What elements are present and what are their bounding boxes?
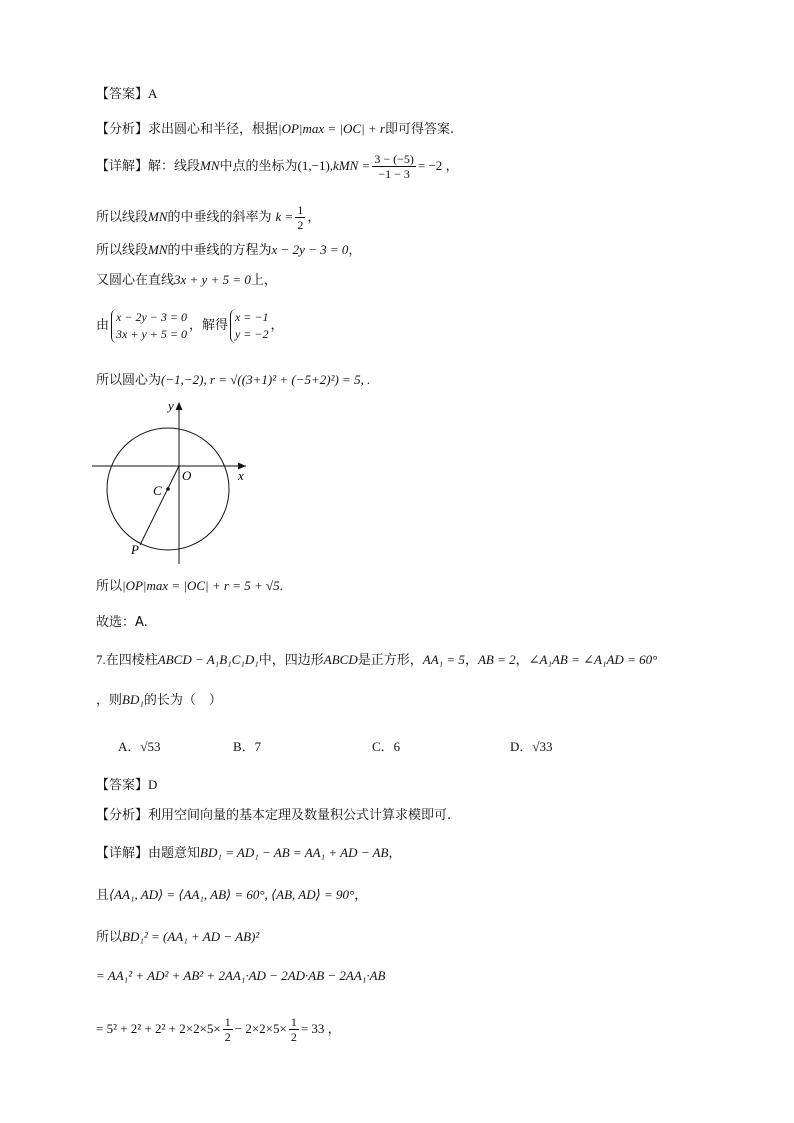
analysis-line-2 (96, 806, 451, 826)
option-value: √53 (140, 739, 161, 754)
condition-angles: ∠A₁AB = ∠A₁AD = 60° (528, 652, 658, 667)
system-row: y = −2 (234, 326, 269, 341)
answer-line-1 (96, 84, 157, 105)
analysis-text: 利用空间向量的基本定理及数量积公式计算求模即可. (148, 808, 452, 823)
detail-text: 的中垂线的斜率为 (167, 210, 272, 225)
detail-text: 中点的坐标为 (219, 159, 298, 174)
punct: . (279, 578, 283, 593)
punct: 上， (250, 273, 277, 288)
option-label: B． (233, 739, 255, 754)
detail-tag: 【详解】 (96, 159, 149, 174)
expanded-expression: = AA₁² + AD² + AB² + 2AA₁·AD − 2AD·AB − 2AA₁·AB (96, 968, 386, 983)
detail-text: 由题意知 (148, 846, 201, 861)
vector-angles: ⟨AA₁, AD⟩ = ⟨AA₁, AB⟩ = 60°, ⟨AB, AD⟩ = 90° (109, 887, 355, 902)
segment-name: MN (200, 158, 220, 173)
point-p-label: P (131, 542, 139, 557)
detail-line-5 (96, 306, 284, 346)
fraction-denominator: 2 (290, 1030, 297, 1044)
y-axis-arrow (176, 402, 183, 410)
question-7-line-2 (96, 690, 222, 711)
answer-line-2 (96, 775, 157, 796)
system-row: 3x + y + 5 = 0 (116, 326, 187, 341)
detail-text: 且 (96, 888, 110, 903)
center-label: C (153, 483, 162, 498)
detail-text: 又圆心在直线 (96, 273, 175, 288)
detail-line-6 (96, 370, 370, 391)
detail2-line-1 (96, 843, 401, 864)
detail-text: 由 (96, 318, 110, 333)
detail2-line-5 (96, 1012, 341, 1047)
detail-line-2 (96, 203, 320, 232)
punct: ， (354, 888, 368, 903)
slope-value: = −2 ， (417, 158, 459, 173)
detail-line-3 (96, 240, 361, 261)
detail-line-8 (96, 613, 148, 633)
detail2-line-3 (96, 927, 259, 948)
y-label: y (168, 398, 174, 413)
max-distance-formula: |OP|max = |OC| + r = 5 + √5 (122, 578, 280, 593)
center-point (166, 487, 170, 491)
question-text: 在四棱柱 (105, 653, 158, 668)
system-row: x − 2y − 3 = 0 (116, 309, 187, 324)
choice-conclusion: 故选：A. (96, 615, 148, 630)
bisector-equation: x − 2y − 3 = 0 (271, 242, 349, 257)
center-radius-formula: (−1,−2), r = √((3+1)² + (−5+2)²) = 5, . (161, 372, 371, 387)
fraction-denominator: 2 (224, 1030, 231, 1044)
option-b (233, 736, 261, 755)
segment-name: MN (148, 209, 168, 224)
detail-text: 所以线段 (96, 243, 149, 258)
fraction-numerator: 1 (224, 1015, 231, 1029)
analysis-line-1 (96, 119, 454, 140)
detail-text: 所以圆心为 (96, 373, 162, 388)
answer-tag: 【答案】 (96, 778, 149, 793)
punct: ， (270, 318, 284, 333)
analysis-text-end: 即可得答案. (384, 122, 455, 137)
equation-system-2 (230, 309, 269, 343)
analysis-tag: 【分析】 (96, 808, 149, 823)
circle-figure (92, 398, 252, 568)
detail-text: 所以 (96, 579, 123, 594)
detail-text: 所以 (96, 930, 123, 945)
numeric-expression: = 5² + 2² + 2² + 2×2×5× (96, 1021, 221, 1036)
segment-name: MN (148, 242, 168, 257)
result: = 33 ， (300, 1021, 341, 1036)
square-name: ABCD (323, 652, 358, 667)
answer-value: A (148, 86, 158, 101)
option-value: 7 (254, 739, 262, 754)
option-value: √33 (532, 739, 553, 754)
detail-line-4 (96, 270, 277, 291)
question-text: 中，四边形 (258, 653, 324, 668)
punct: ， (464, 653, 478, 668)
midpoint: (1,−1) (297, 158, 330, 173)
line-equation: 3x + y + 5 = 0 (174, 272, 251, 287)
question-number: 7. (96, 652, 106, 667)
vector-decomposition: BD₁ = AD₁ − AB = AA₁ + AD − AB (200, 845, 389, 860)
option-label: A． (118, 739, 141, 754)
question-text: 是正方形， (357, 653, 423, 668)
detail2-line-4 (96, 966, 385, 987)
detail-text: 所以线段 (96, 210, 149, 225)
x-label: x (238, 468, 244, 483)
detail-tag: 【详解】 (96, 846, 149, 861)
detail2-line-2 (96, 885, 367, 906)
numeric-expression: − 2×2×5× (234, 1021, 287, 1036)
option-c (372, 736, 400, 755)
punct: ， (348, 243, 362, 258)
option-label: C． (372, 739, 394, 754)
half-fraction (295, 203, 305, 232)
condition-aa1: AA₁ = 5 (422, 652, 465, 667)
equation-system-1 (111, 309, 187, 343)
option-a (118, 736, 161, 755)
squared-vector: BD₁² = (AA₁ + AD − AB)² (122, 929, 260, 944)
segment-op (140, 466, 179, 545)
answer-tag: 【答案】 (96, 87, 149, 102)
detail-text: 解：线段 (148, 159, 201, 174)
fraction-numerator: 1 (297, 203, 304, 217)
answer-value: D (148, 777, 158, 792)
analysis-text: 求出圆心和半径，根据 (148, 122, 279, 137)
fraction-denominator: 2 (297, 218, 304, 232)
half-fraction (289, 1015, 299, 1044)
system-row: x = −1 (234, 309, 269, 324)
option-d (510, 736, 553, 755)
detail-text: ，解得 (188, 318, 228, 333)
option-value: 6 (393, 739, 401, 754)
analysis-formula: |OP|max = |OC| + r (278, 121, 385, 136)
slope-symbol: ,kMN = (329, 158, 371, 173)
detail-line-7 (96, 576, 283, 597)
origin-label: O (182, 468, 192, 483)
punct: ， (515, 653, 529, 668)
question-text: 的长为（ ） (143, 693, 222, 708)
slope-fraction (372, 152, 416, 181)
detail-line-1 (96, 152, 459, 181)
detail-text: 的中垂线的方程为 (167, 243, 272, 258)
punct: ， (307, 210, 321, 225)
fraction-numerator: 3 − (−5) (374, 152, 414, 166)
fraction-numerator: 1 (290, 1015, 297, 1029)
punct: ， (388, 846, 402, 861)
prism-name: ABCD − A₁B₁C₁D₁ (157, 652, 259, 667)
condition-ab: AB = 2 (477, 652, 516, 667)
question-7-line-1 (96, 650, 657, 671)
option-label: D． (510, 739, 533, 754)
half-fraction (223, 1015, 233, 1044)
segment-bd1: BD₁ (122, 692, 144, 707)
k-symbol: k = (275, 209, 294, 224)
question-text: ，则 (96, 693, 123, 708)
fraction-denominator: −1 − 3 (378, 167, 410, 181)
analysis-tag: 【分析】 (96, 122, 149, 137)
